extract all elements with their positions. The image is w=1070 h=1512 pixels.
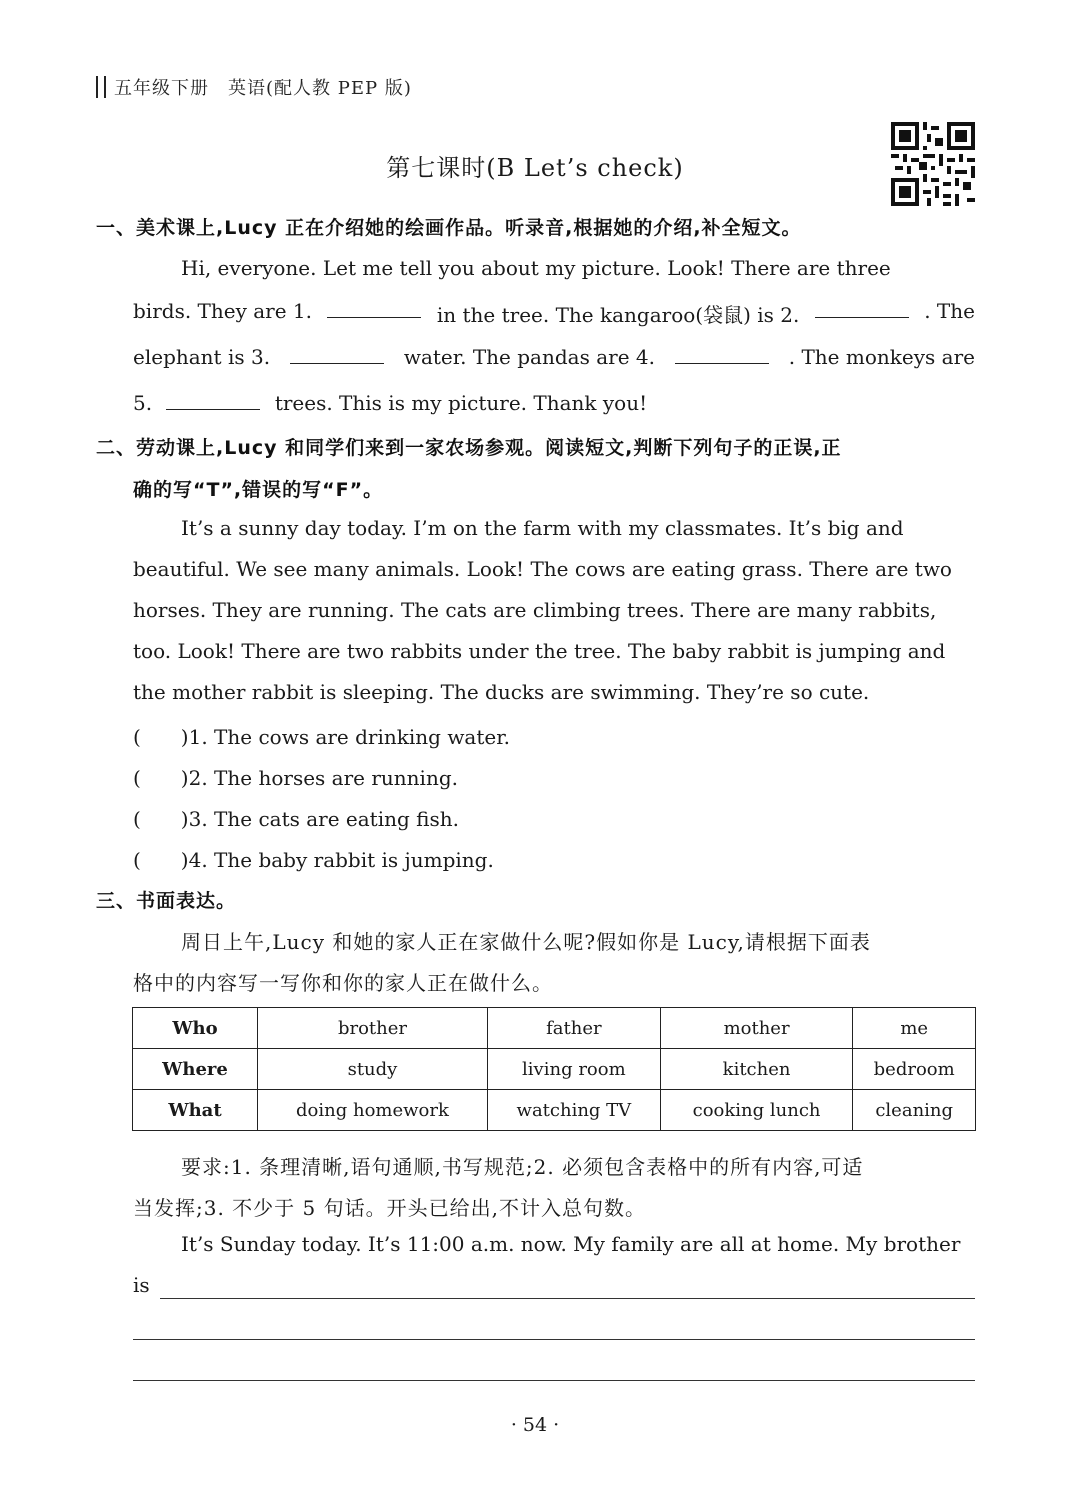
table-cell: father: [487, 1008, 660, 1049]
tf-question-3[interactable]: ( )3. The cats are eating fish.: [133, 807, 459, 831]
requirements: 要求:1. 条理清晰,语句通顺,书写规范;2. 必须包含表格中的所有内容,可适: [181, 1155, 864, 1179]
header-text: 五年级下册 英语(配人教 PEP 版): [114, 78, 412, 99]
s1-text: . The monkeys are: [788, 345, 975, 369]
blank-4[interactable]: [675, 345, 769, 364]
section3-heading: 三、书面表达。: [96, 890, 237, 912]
qr-code-icon: [890, 122, 976, 206]
writing-start-cont: is: [133, 1273, 150, 1297]
lesson-title: 第七课时(B Let’s check): [386, 154, 684, 182]
table-cell: Where: [133, 1049, 258, 1090]
table-cell: mother: [660, 1008, 853, 1049]
passage-line: too. Look! There are two rabbits under the tree. The baby rabbit is jumping and: [133, 639, 946, 663]
s1-text: trees. This is my picture. Thank you!: [274, 391, 648, 415]
blank-2[interactable]: [815, 299, 909, 318]
s1-text: water. The pandas are 4.: [403, 345, 655, 369]
table-cell: doing homework: [258, 1090, 488, 1131]
writing-line[interactable]: [133, 1380, 975, 1381]
table-cell: brother: [258, 1008, 488, 1049]
s1-line1: Hi, everyone. Let me tell you about my picture. Look! There are three: [181, 256, 891, 280]
requirements-cont: 当发挥;3. 不少于 5 句话。开头已给出,不计入总句数。: [133, 1196, 646, 1220]
passage-line: beautiful. We see many animals. Look! The cows are eating grass. There are two: [133, 557, 952, 581]
s1-text: birds. They are 1.: [133, 299, 313, 323]
writing-start: It’s Sunday today. It’s 11:00 a.m. now. My family are all at home. My brother: [181, 1232, 961, 1256]
section2-heading-cont: 确的写“T”,错误的写“F”。: [133, 479, 384, 501]
page-number: · 54 ·: [510, 1414, 560, 1436]
table-cell: What: [133, 1090, 258, 1131]
writing-intro: 周日上午,Lucy 和她的家人正在家做什么呢?假如你是 Lucy,请根据下面表: [181, 930, 871, 954]
book-header: [96, 74, 412, 100]
table-row: [133, 1049, 976, 1090]
s1-line3: [133, 345, 975, 369]
s1-line2: [133, 299, 975, 328]
section1-heading: 一、美术课上,Lucy 正在介绍她的绘画作品。听录音,根据她的介绍,补全短文。: [96, 217, 802, 239]
table-row: [133, 1090, 976, 1131]
writing-line[interactable]: [133, 1339, 975, 1340]
section2-heading: 二、劳动课上,Lucy 和同学们来到一家农场参观。阅读短文,判断下列句子的正误,正: [96, 437, 842, 459]
passage-line: the mother rabbit is sleeping. The ducks are swimming. They’re so cute.: [133, 680, 870, 704]
tf-question-4[interactable]: ( )4. The baby rabbit is jumping.: [133, 848, 494, 872]
s1-text: 5.: [133, 391, 153, 415]
header-bars: [96, 76, 106, 98]
passage-line: It’s a sunny day today. I’m on the farm with my classmates. It’s big and: [181, 516, 904, 540]
blank-5[interactable]: [166, 391, 260, 410]
table-row: [133, 1008, 976, 1049]
family-activity-table: [132, 1007, 976, 1131]
table-cell: kitchen: [660, 1049, 853, 1090]
tf-question-2[interactable]: ( )2. The horses are running.: [133, 766, 458, 790]
blank-1[interactable]: [327, 299, 421, 318]
writing-intro-cont: 格中的内容写一写你和你的家人正在做什么。: [133, 971, 553, 995]
writing-line[interactable]: [160, 1298, 975, 1299]
table-cell: bedroom: [853, 1049, 976, 1090]
s1-text: in the tree. The kangaroo(袋鼠) is 2.: [436, 303, 800, 327]
table-cell: Who: [133, 1008, 258, 1049]
table-cell: cleaning: [853, 1090, 976, 1131]
s1-text: . The: [924, 299, 975, 323]
tf-question-1[interactable]: ( )1. The cows are drinking water.: [133, 725, 510, 749]
table-cell: cooking lunch: [660, 1090, 853, 1131]
table-cell: me: [853, 1008, 976, 1049]
table-cell: living room: [487, 1049, 660, 1090]
table-cell: study: [258, 1049, 488, 1090]
s1-line4: [133, 391, 975, 415]
blank-3[interactable]: [290, 345, 384, 364]
s1-text: elephant is 3.: [133, 345, 271, 369]
table-cell: watching TV: [487, 1090, 660, 1131]
passage-line: horses. They are running. The cats are climbing trees. There are many rabbits,: [133, 598, 937, 622]
